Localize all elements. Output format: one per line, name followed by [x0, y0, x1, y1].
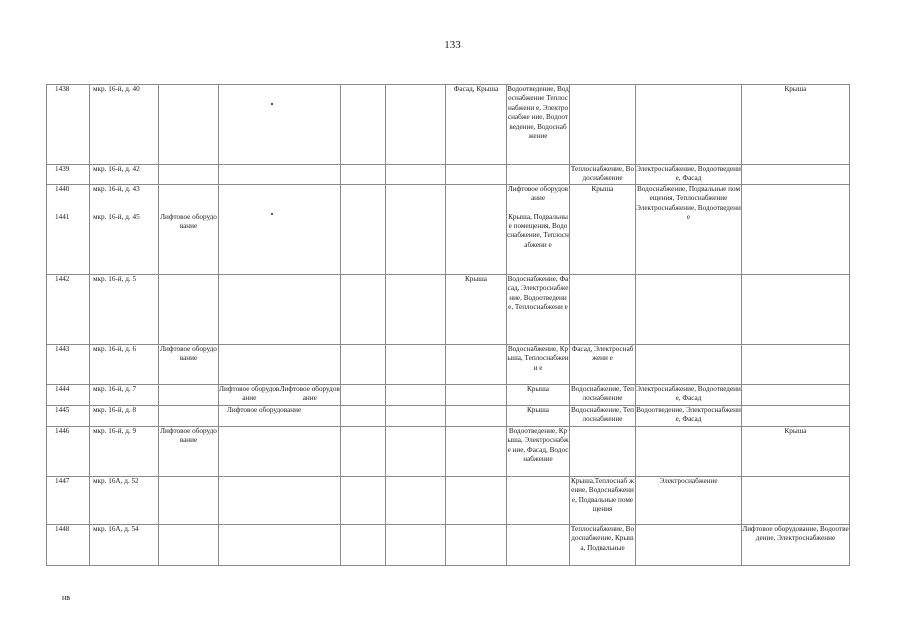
- table-cell: [570, 85, 636, 165]
- table-row: [47, 184, 850, 274]
- table-cell-text: Лифтовое оборудование: [219, 384, 280, 403]
- table-cell: Крыша: [507, 384, 570, 405]
- row-number: 1444: [47, 384, 90, 405]
- table-cell: [159, 524, 219, 565]
- address-cell: мкр. 16А, д. 52: [90, 476, 159, 524]
- row-number: 1446: [47, 426, 90, 476]
- table-cell-text: Лифтовое оборудование: [227, 405, 302, 414]
- table-cell: [341, 524, 386, 565]
- table-cell: Фасад, Крыша: [446, 85, 507, 165]
- table-cell: [446, 184, 507, 274]
- table-cell: [386, 426, 446, 476]
- scan-mark: [271, 103, 273, 105]
- table-cell: [446, 426, 507, 476]
- table-cell: [636, 85, 742, 165]
- table-cell: Водоснабжение, Теплоснабжение: [570, 405, 636, 426]
- table-cell: [446, 384, 507, 405]
- address-cell: мкр. 16-й, д. 43: [93, 184, 140, 193]
- table-cell: [159, 85, 219, 165]
- scan-mark: [271, 213, 273, 215]
- table-cell: [446, 476, 507, 524]
- table-cell-text: Крыша, Подвальные помещения, Водоснабжение, Теплоснабжени е: [507, 212, 569, 249]
- row-number: 1439: [47, 165, 90, 185]
- table-cell: Электроснабжение, Водоотведение, Фасад: [636, 165, 741, 183]
- row-number: 1445: [47, 405, 90, 426]
- table-cell: [742, 165, 850, 185]
- table-cell: Крыша: [742, 85, 850, 165]
- address-cell: [90, 184, 159, 274]
- table-cell: [341, 344, 386, 384]
- table-cell: [159, 274, 219, 344]
- table-cell: [386, 405, 446, 426]
- row-number: 1441: [55, 213, 70, 222]
- table-cell: [159, 384, 219, 405]
- table-cell-text: Водоснабжение, Подвальные помещения, Теплоснабжение: [636, 184, 741, 203]
- table-cell: [742, 274, 850, 344]
- table-cell: [219, 85, 341, 165]
- table-cell: [386, 384, 446, 405]
- table-cell: [219, 274, 341, 344]
- table-cell: [159, 165, 219, 185]
- table-cell: [341, 426, 386, 476]
- address-cell: мкр. 16-й, д. 42: [90, 165, 159, 185]
- address-cell: мкр. 16-й, д. 5: [90, 274, 159, 344]
- table-cell: [636, 426, 742, 476]
- table-cell: Лифтовое оборудование, Водоотведение, Электроснабжение: [742, 524, 850, 565]
- row-number: 1443: [47, 344, 90, 384]
- table-cell-text: Лифтовое оборудование: [160, 212, 217, 231]
- table-cell: [219, 344, 341, 384]
- table-cell: [341, 184, 386, 274]
- table-cell: Водоснабжение, Фасад, Электроснабже ние, Водоотведение, Теплоснабжени е: [507, 274, 570, 344]
- table-row: [47, 476, 850, 524]
- table-cell: [341, 384, 386, 405]
- table-cell: [742, 344, 850, 384]
- table-cell: [386, 85, 446, 165]
- table-cell: [219, 476, 341, 524]
- table-cell: [219, 405, 341, 426]
- table-cell: Теплоснабжение, Водоснабжение, Крыша, Подвальные: [570, 524, 636, 565]
- table-cell: [570, 184, 636, 274]
- table-cell: [570, 426, 636, 476]
- table-cell: Электроснабжение, Водоотведение, Фасад: [636, 384, 742, 405]
- table-cell: Крыша: [446, 274, 507, 344]
- table-cell: Крыша: [507, 405, 570, 426]
- table-row: [47, 384, 850, 405]
- table-row: [47, 405, 850, 426]
- table-cell: [219, 426, 341, 476]
- table-cell-text: Лифтовое оборудование: [279, 384, 340, 403]
- table-cell: [159, 476, 219, 524]
- table-cell-text: Электроснабжение, Водоотведение: [636, 203, 741, 222]
- table-cell: [446, 165, 507, 185]
- table-cell: Водоотведение, Водоснабжение Теплоснабжени е, Электроснабже ние, Водоотведение, Водоснабжение: [507, 85, 570, 165]
- table-cell: Крыша,Теплоснаб жение, Водоснабжение, Подвальные помещения: [570, 476, 636, 524]
- table-cell: Водоотведение, Электроснабжение, Фасад: [636, 405, 742, 426]
- table-cell: [742, 384, 850, 405]
- table-cell: [742, 184, 850, 274]
- table-row: [47, 85, 850, 165]
- table-row: [47, 344, 850, 384]
- table-cell: Электроснабжение: [636, 476, 742, 524]
- row-number: [47, 184, 90, 274]
- table-cell: [341, 476, 386, 524]
- table-cell: Теплоснабжение, Водоснабжение: [570, 165, 635, 183]
- table-cell: [386, 524, 446, 565]
- repair-schedule-table: [46, 84, 850, 566]
- table-cell: Лифтовое оборудование: [159, 344, 219, 384]
- address-cell: мкр. 16-й, д. 40: [90, 85, 159, 165]
- table-cell: [341, 274, 386, 344]
- table-cell: [341, 405, 386, 426]
- table-cell: [507, 524, 570, 565]
- table-cell: [636, 344, 742, 384]
- table-cell: Крыша: [742, 426, 850, 476]
- table-cell: [636, 274, 742, 344]
- table-cell-text: Крыша: [591, 184, 614, 193]
- table-row: [47, 274, 850, 344]
- table-cell: [341, 165, 386, 185]
- table-cell: Водоснабжение, Крыша, Теплоснабжени е: [507, 344, 570, 384]
- row-number: 1440: [55, 184, 70, 193]
- row-number: 1447: [47, 476, 90, 524]
- table-cell: [386, 476, 446, 524]
- table-cell: [570, 274, 636, 344]
- table-cell: [386, 274, 446, 344]
- table-cell: [219, 384, 341, 405]
- row-number: 1442: [47, 274, 90, 344]
- table-cell: [446, 524, 507, 565]
- table-row: [47, 426, 850, 476]
- page-number: 133: [444, 39, 461, 51]
- table-cell: [386, 165, 446, 185]
- table-cell: Фасад, Электроснабжени е: [570, 344, 636, 384]
- table-cell: [159, 405, 219, 426]
- table-cell: Водоснабжение, Теплоснабжение: [570, 384, 636, 405]
- row-number: 1448: [47, 524, 90, 565]
- table-cell: [507, 165, 570, 185]
- table-cell: [219, 524, 341, 565]
- address-cell: мкр. 16-й, д. 7: [90, 384, 159, 405]
- table-cell: [159, 184, 219, 274]
- table-row: [47, 165, 850, 185]
- table-cell: [386, 184, 446, 274]
- address-cell: мкр. 16-й, д. 45: [93, 213, 140, 222]
- table-cell: [341, 85, 386, 165]
- table-cell: [386, 344, 446, 384]
- footer-mark: нв: [62, 593, 71, 602]
- table-cell: [636, 184, 742, 274]
- table-cell: [507, 476, 570, 524]
- table-cell: [219, 184, 341, 274]
- table-cell: [636, 524, 742, 565]
- address-cell: мкр. 16-й, д. 6: [90, 344, 159, 384]
- table-cell: [507, 184, 570, 274]
- table-cell: [742, 405, 850, 426]
- address-cell: мкр. 16А, д. 54: [90, 524, 159, 565]
- table-cell: [219, 165, 341, 185]
- table-cell: [446, 405, 507, 426]
- address-cell: мкр. 16-й, д. 8: [90, 405, 159, 426]
- table-cell: Водоотведение, Крыша, Электроснабже ние, Фасад, Водоснабжение: [507, 426, 570, 476]
- table-row: [47, 524, 850, 565]
- table-cell: [446, 344, 507, 384]
- row-number: 1438: [47, 85, 90, 165]
- table-cell: [742, 476, 850, 524]
- address-cell: мкр. 16-й, д. 9: [90, 426, 159, 476]
- table-cell: Лифтовое оборудование: [159, 426, 219, 476]
- table-cell-text: Лифтовое оборудование: [507, 184, 569, 203]
